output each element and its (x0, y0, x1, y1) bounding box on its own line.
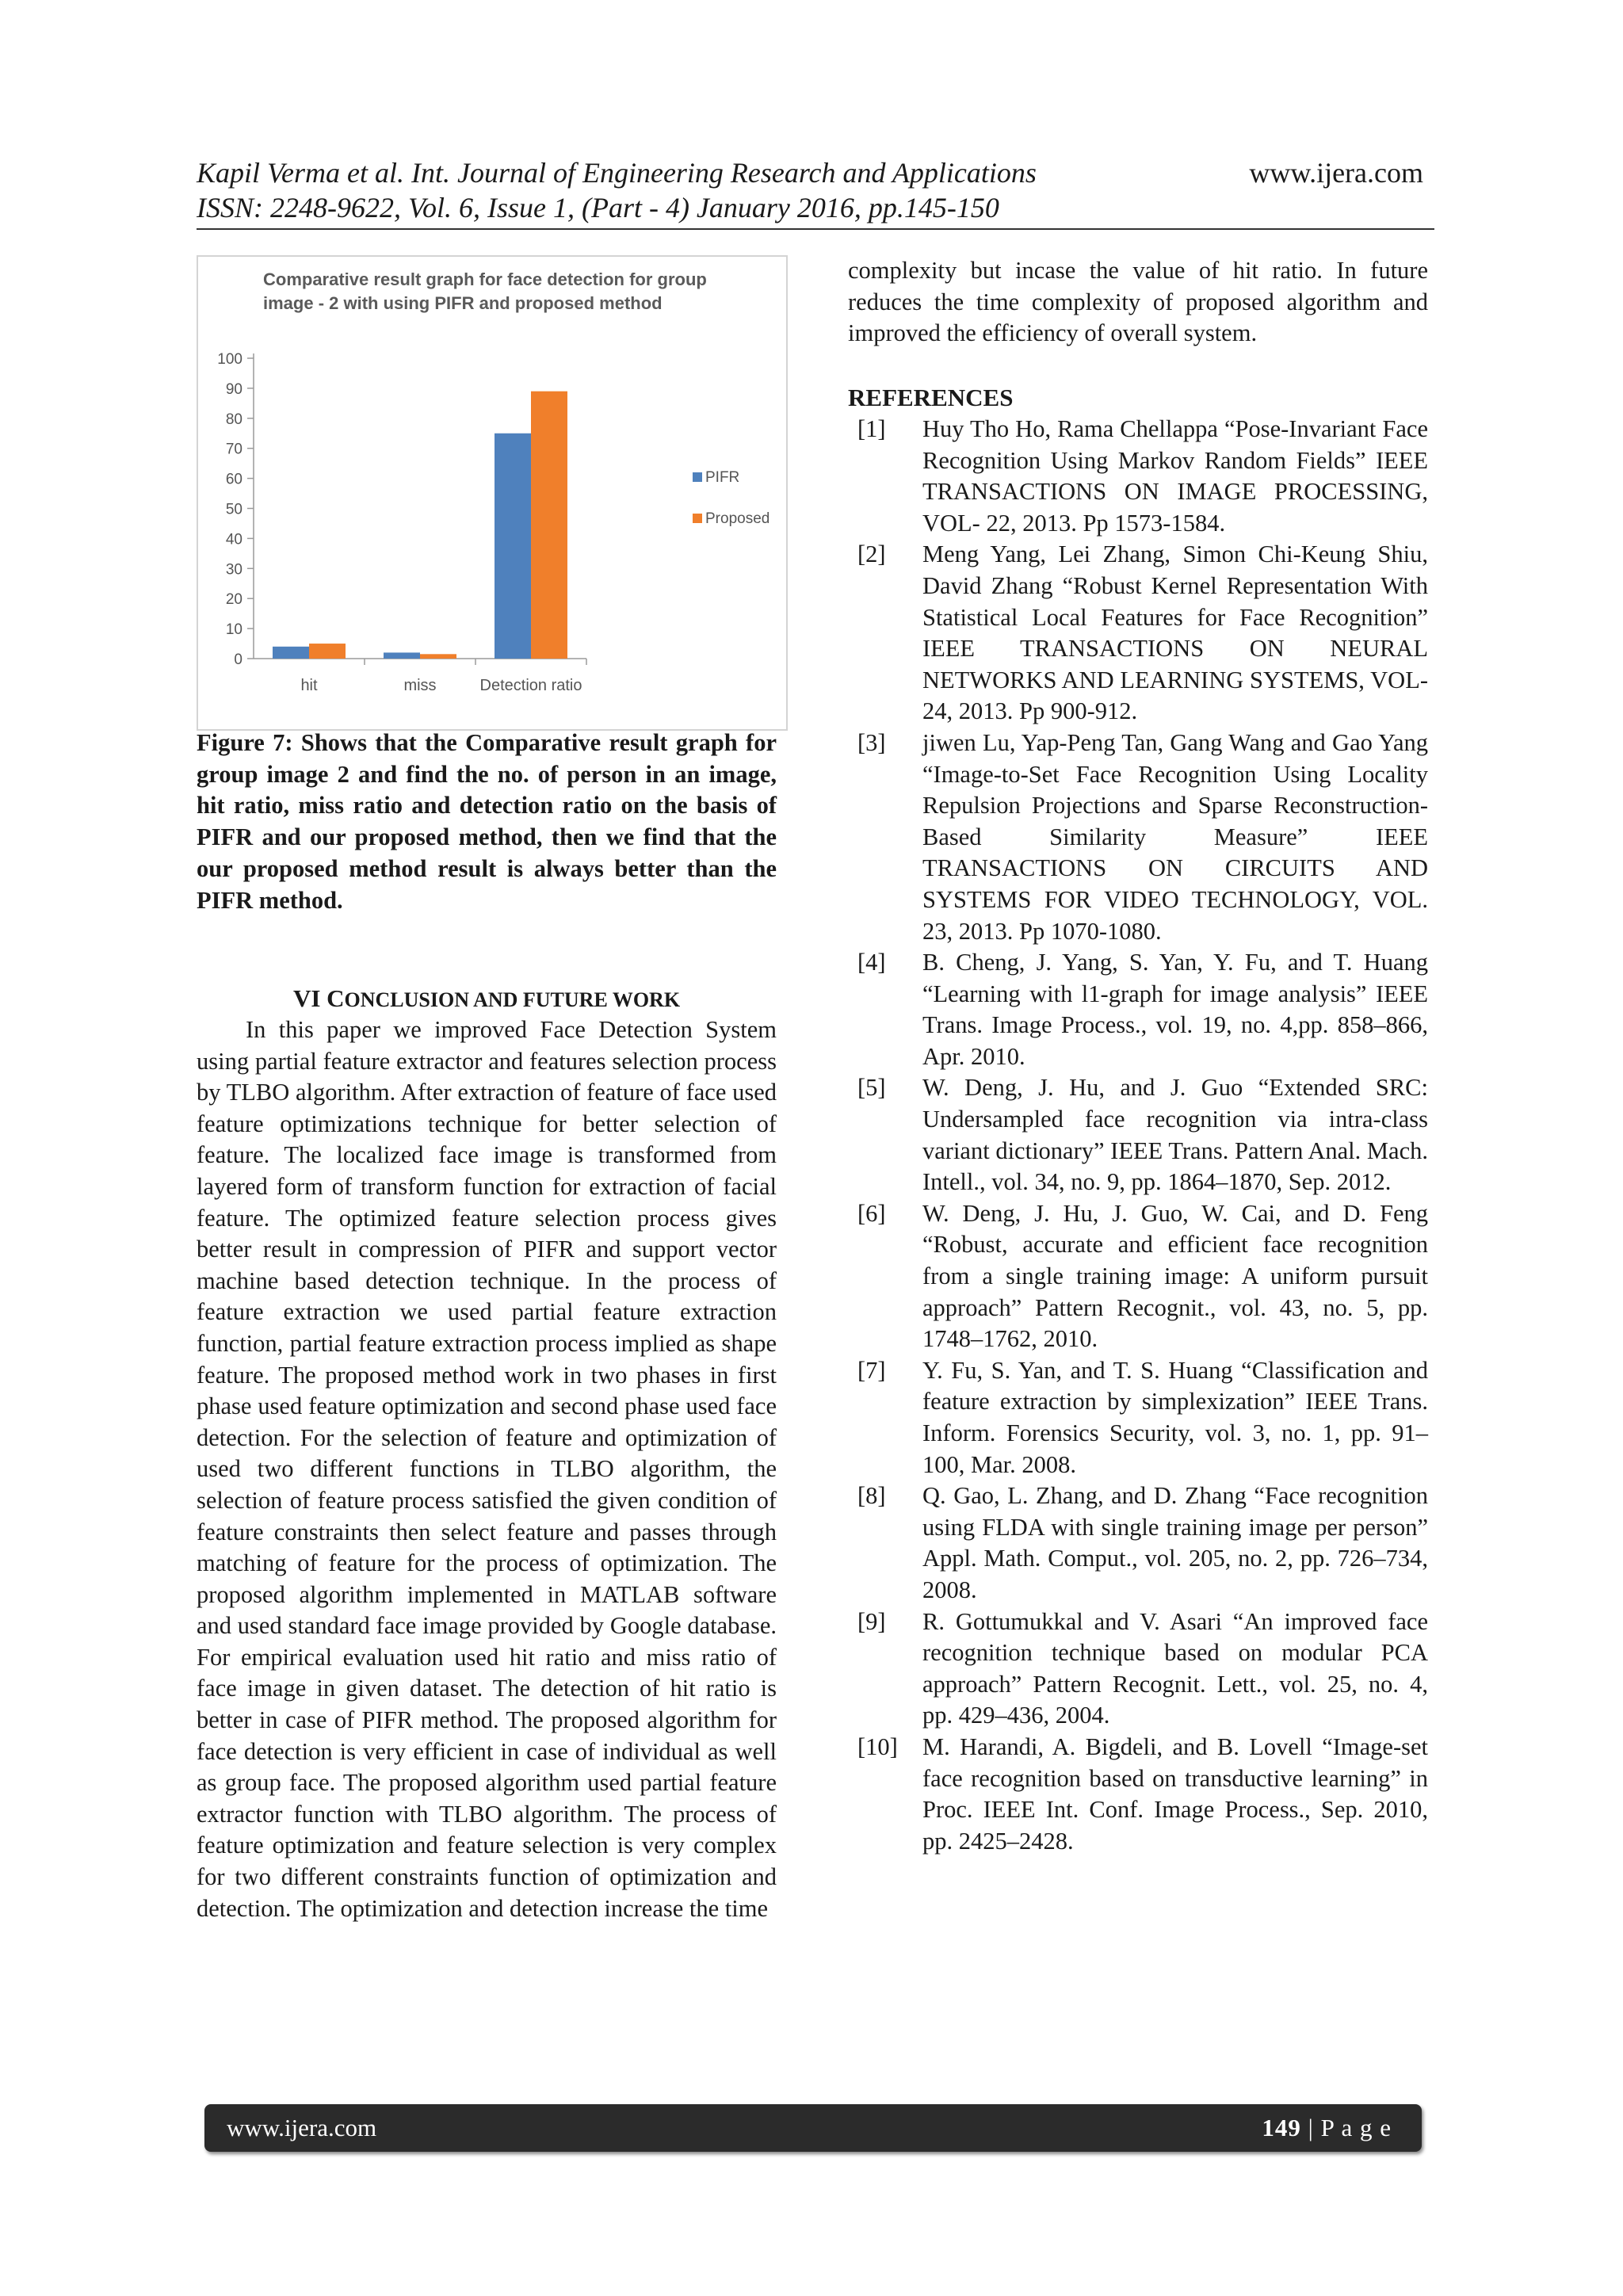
x-tick-label: Detection ratio (479, 677, 582, 694)
references-heading: REFERENCES (848, 384, 1014, 411)
reference-number: [7] (857, 1356, 886, 1384)
reference-number: [1] (857, 415, 886, 442)
page-footer (204, 2104, 1422, 2152)
reference-text: W. Deng, J. Hu, and J. Guo “Extended SRC: Undersampled face recognition via intra-class variant dictionary” IEEE Trans. Pattern Anal. Mach. Intell., vol. 34, no. 9, pp. 1864–1870, Sep. 2012. (922, 1074, 1428, 1196)
reference-item (848, 1732, 1428, 1857)
bar-pifr (384, 652, 420, 659)
reference-item (848, 1480, 1428, 1606)
reference-text: Q. Gao, L. Zhang, and D. Zhang “Face recognition using FLDA with single training image per person” Appl. Math. Comput., vol. 205, no. 2, pp. 726–734, 2008. (922, 1482, 1428, 1603)
reference-number: [10] (857, 1733, 898, 1760)
y-tick-label: 90 (225, 380, 242, 398)
reference-text: jiwen Lu, Yap-Peng Tan, Gang Wang and Gao Yang “Image-to-Set Face Recognition Using Locality Repulsion Projections and Sparse Reconstruction-Based Similarity Measure” IEEE TRANSACTIONS ON CIRCUITS AND SYSTEMS FOR VIDEO TECHNOLOGY, VOL. 23, 2013. Pp 1070-1080. (922, 728, 1428, 945)
header-journal-line: Kapil Verma et al. Int. Journal of Engineering Research and Applications (197, 157, 1037, 189)
y-tick-label: 30 (225, 561, 242, 579)
conclusion-paragraph: In this paper we improved Face Detection System using partial feature extractor and features selection process by TLBO algorithm. After extraction of feature of face used feature optimizations technique for better selection of feature. The localized face image is transformed from layered form of transform function for extraction of facial feature. The optimized feature selection process gives better result in compression of PIFR and support vector machine based detection technique. In the process of feature extraction we used partial feature extraction function, partial feature extraction process implied as shape feature. The proposed method work in two phases in first phase used feature optimization and second phase used face detection. For the selection of feature and optimization of used two different functions in TLBO algorithm, the selection of feature process satisfied the given condition of feature constraints then select feature and passes through matching of feature for the process of optimization. The proposed algorithm implemented in MATLAB software and used standard face image provided by Google database. For empirical evaluation used hit ratio and miss ratio of face image in given dataset. The detection of hit ratio is better in case of PIFR method. The proposed algorithm for face detection is very efficient in case of individual as well as group face. The proposed algorithm used partial feature extractor function with TLBO algorithm. The process of feature optimization and feature selection is very complex for two different constraints function of optimization and detection. The optimization and detection increase the time (197, 1016, 777, 1922)
section-number: VI (292, 984, 321, 1012)
legend-swatch (693, 472, 702, 482)
section-title-rest: ONCLUSION AND FUTURE WORK (344, 988, 681, 1011)
reference-item (848, 1198, 1428, 1355)
reference-number: [4] (857, 949, 886, 976)
bar-pifr (495, 434, 531, 659)
reference-item (848, 947, 1428, 1072)
footer-site: www.ijera.com (227, 2114, 377, 2141)
reference-number: [6] (857, 1199, 886, 1227)
page-word: P a g e (1320, 2114, 1392, 2141)
header-site: www.ijera.com (1249, 157, 1423, 189)
bar-proposed (420, 654, 456, 659)
running-header (197, 152, 1434, 230)
conclusion-continuation: complexity but incase the value of hit ratio. In future reduces the time complexity of proposed algorithm and improved the efficiency of overall system. (848, 257, 1428, 346)
reference-list (848, 414, 1428, 1857)
reference-item (848, 1355, 1428, 1480)
bar-proposed (531, 392, 567, 659)
legend-label: PIFR (705, 469, 740, 486)
y-tick-label: 40 (225, 531, 242, 548)
y-tick-label: 80 (225, 411, 242, 428)
reference-text: B. Cheng, J. Yang, S. Yan, Y. Fu, and T. Huang “Learning with l1-graph for image analysis” IEEE Trans. Image Process., vol. 19, no. 4,pp. 858–866, Apr. 2010. (922, 949, 1428, 1070)
y-tick-label: 20 (225, 591, 242, 609)
reference-text: Y. Fu, S. Yan, and T. S. Huang “Classification and feature extraction by simplexization” IEEE Trans. Inform. Forensics Security, vol. 3, no. 1, pp. 91–100, Mar. 2008. (922, 1356, 1428, 1478)
legend-label: Proposed (705, 510, 770, 527)
reference-item (848, 1072, 1428, 1198)
x-tick-label: miss (403, 677, 437, 694)
figure-7-chart (197, 255, 788, 731)
reference-text: M. Harandi, A. Bigdeli, and B. Lovell “Image-set face recognition based on transductive learning” in Proc. IEEE Int. Conf. Image Process., Sep. 2010, pp. 2425–2428. (922, 1733, 1428, 1855)
footer-page-label (1262, 2112, 1392, 2144)
reference-number: [2] (857, 541, 886, 568)
y-tick-label: 100 (217, 351, 242, 368)
page-separator: | (1300, 2114, 1321, 2141)
bar-pifr (273, 647, 309, 659)
reference-item (848, 414, 1428, 539)
y-tick-label: 70 (225, 441, 242, 458)
figure-caption: Figure 7: Shows that the Comparative result graph for group image 2 and find the no. of person in an image, hit ratio, miss ratio and detection ratio on the basis of PIFR and our proposed method, then we find that the our proposed method result is always better than the PIFR method. (197, 729, 777, 914)
reference-text: R. Gottumukkal and V. Asari “An improved face recognition technique based on modular PCA approach” Pattern Recognit. Lett., vol. 25, no. 4, pp. 429–436, 2004. (922, 1607, 1428, 1729)
reference-item (848, 539, 1428, 728)
page-number: 149 (1262, 2114, 1301, 2141)
x-tick-label: hit (300, 677, 318, 694)
reference-number: [8] (857, 1482, 886, 1510)
y-tick-label: 10 (225, 621, 242, 639)
reference-item (848, 1606, 1428, 1732)
header-issn-line: ISSN: 2248-9622, Vol. 6, Issue 1, (Part - 4) January 2016, pp.145-150 (197, 192, 999, 223)
bar-chart-svg (198, 257, 786, 729)
y-tick-label: 0 (234, 651, 242, 668)
section-title-initial: C (327, 984, 345, 1012)
reference-item (848, 728, 1428, 947)
y-tick-label: 50 (225, 501, 242, 518)
bar-proposed (309, 644, 346, 659)
legend-swatch (693, 514, 702, 523)
reference-number: [9] (857, 1607, 886, 1635)
reference-number: [5] (857, 1074, 886, 1102)
reference-text: Huy Tho Ho, Rama Chellappa “Pose-Invariant Face Recognition Using Markov Random Fields” IEEE TRANSACTIONS ON IMAGE PROCESSING, VOL- 22, 2013. Pp 1573-1584. (922, 415, 1428, 537)
y-tick-label: 60 (225, 471, 242, 488)
reference-text: Meng Yang, Lei Zhang, Simon Chi-Keung Shiu, David Zhang “Robust Kernel Representation With Statistical Local Features for Face Recognition” IEEE TRANSACTIONS ON NEURAL NETWORKS AND LEARNING SYSTEMS, VOL-24, 2013. Pp 900-912. (922, 541, 1428, 725)
chart-title-line-1: Comparative result graph for face detection for group (263, 269, 707, 289)
section-heading (197, 983, 777, 1016)
reference-text: W. Deng, J. Hu, J. Guo, W. Cai, and D. Feng “Robust, accurate and efficient face recognition from a single training image: A uniform pursuit approach” Pattern Recognit., vol. 43, no. 5, pp. 1748–1762, 2010. (922, 1199, 1428, 1353)
chart-title-line-2: image - 2 with using PIFR and proposed method (263, 293, 663, 313)
reference-number: [3] (857, 728, 886, 756)
